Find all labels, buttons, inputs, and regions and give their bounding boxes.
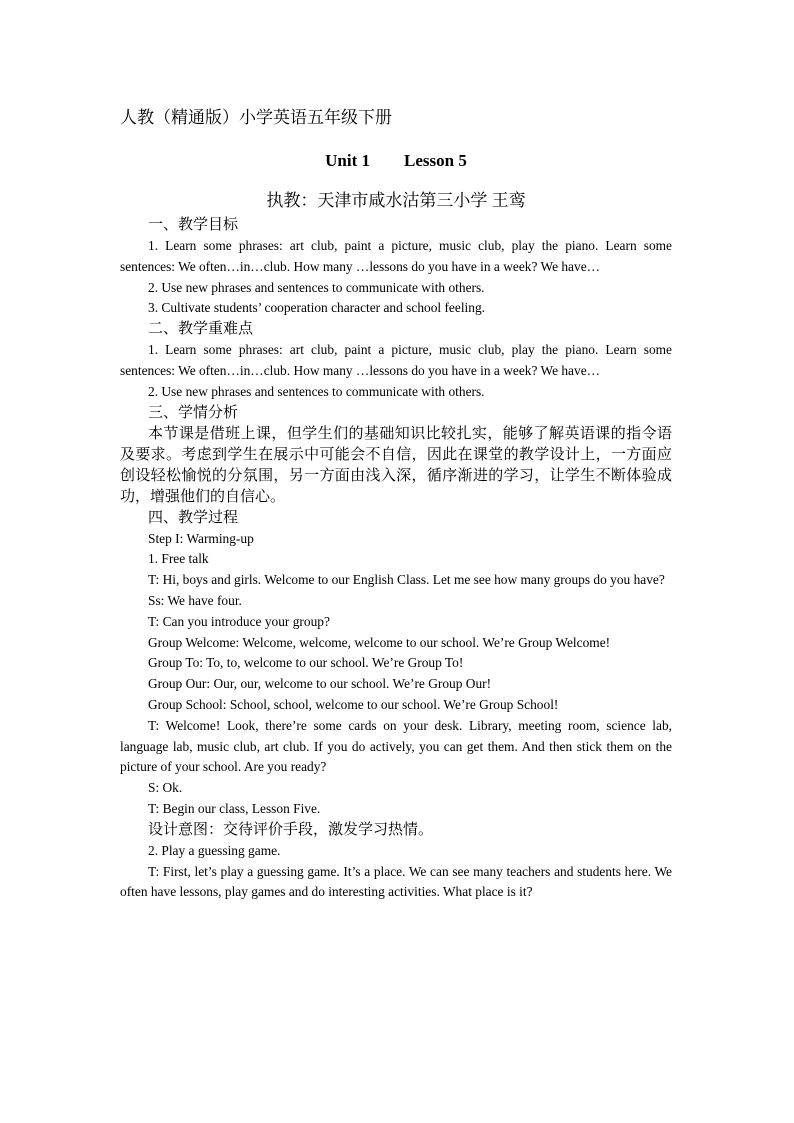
unit-label: Unit 1 xyxy=(325,151,371,170)
paragraph: 3. Cultivate students’ cooperation character and school feeling. xyxy=(148,300,486,316)
paragraph: S: Ok. xyxy=(148,780,183,796)
paragraph: T: Can you introduce your group? xyxy=(148,613,330,629)
paragraph: 2. Use new phrases and sentences to communicate with others. xyxy=(148,383,485,399)
section-heading: 三、学情分析 xyxy=(148,404,239,421)
paragraph: 1. Learn some phrases: art club, paint a picture, music club, play the piano. Learn some sentences: We often…in…club. How many …lessons do you have in a week? We have… xyxy=(120,342,672,378)
lesson-label: Lesson 5 xyxy=(404,151,467,170)
section-heading: 一、教学目标 xyxy=(148,217,239,233)
paragraph: 1. Free talk xyxy=(148,551,209,567)
document-page xyxy=(120,106,672,903)
paragraph: 2. Play a guessing game. xyxy=(148,842,281,858)
paragraph: Step I: Warming-up xyxy=(148,530,254,546)
paragraph: Group School: School, school, welcome to our school. We’re Group School! xyxy=(148,696,559,712)
paragraph: T: Begin our class, Lesson Five. xyxy=(148,800,321,816)
paragraph: Group To: To, to, welcome to our school. We’re Group To! xyxy=(148,655,464,671)
chinese-paragraph: 设计意图：交待评价手段，激发学习热情。 xyxy=(148,821,434,838)
section-heading: 四、教学过程 xyxy=(148,509,239,526)
paragraph: Group Welcome: Welcome, welcome, welcome to our school. We’re Group Welcome! xyxy=(148,634,611,650)
lesson-title xyxy=(120,149,672,173)
paragraph: 2. Use new phrases and sentences to communicate with others. xyxy=(148,279,485,295)
paragraph: 1. Learn some phrases: art club, paint a picture, music club, play the piano. Learn some sentences: We often…in…club. How many …lessons do you have in a week? We have… xyxy=(120,238,672,274)
paragraph: T: Welcome! Look, there’re some cards on your desk. Library, meeting room, science lab, language lab, music club, art club. If you do actively, you can get them. And then stick them on the picture of your school. Are you ready? xyxy=(120,717,672,775)
teacher-line: 执教：天津市咸水沽第三小学 王鸾 xyxy=(266,191,526,210)
paragraph: Group Our: Our, our, welcome to our school. We’re Group Our! xyxy=(148,676,492,692)
document-header: 人教（精通版）小学英语五年级下册 xyxy=(120,108,392,127)
paragraph: T: First, let’s play a guessing game. It’s a place. We can see many teachers and students here. We often have lessons, play games and do interesting activities. What place is it? xyxy=(120,863,672,900)
document-body xyxy=(120,215,672,903)
paragraph: Ss: We have four. xyxy=(148,592,242,608)
chinese-paragraph: 本节课是借班上课，但学生们的基础知识比较扎实，能够了解英语课的指令语及要求。考虑到学生在展示中可能会不自信，因此在课堂的教学设计上，一方面应创设轻松愉悦的分氛围，另一方面由浅入深，循序渐进的学习，让学生不断体验成功，增强他们的自信心。 xyxy=(120,425,672,505)
paragraph: T: Hi, boys and girls. Welcome to our English Class. Let me see how many groups do you have? xyxy=(148,572,665,588)
section-heading: 二、教学重难点 xyxy=(148,321,254,338)
